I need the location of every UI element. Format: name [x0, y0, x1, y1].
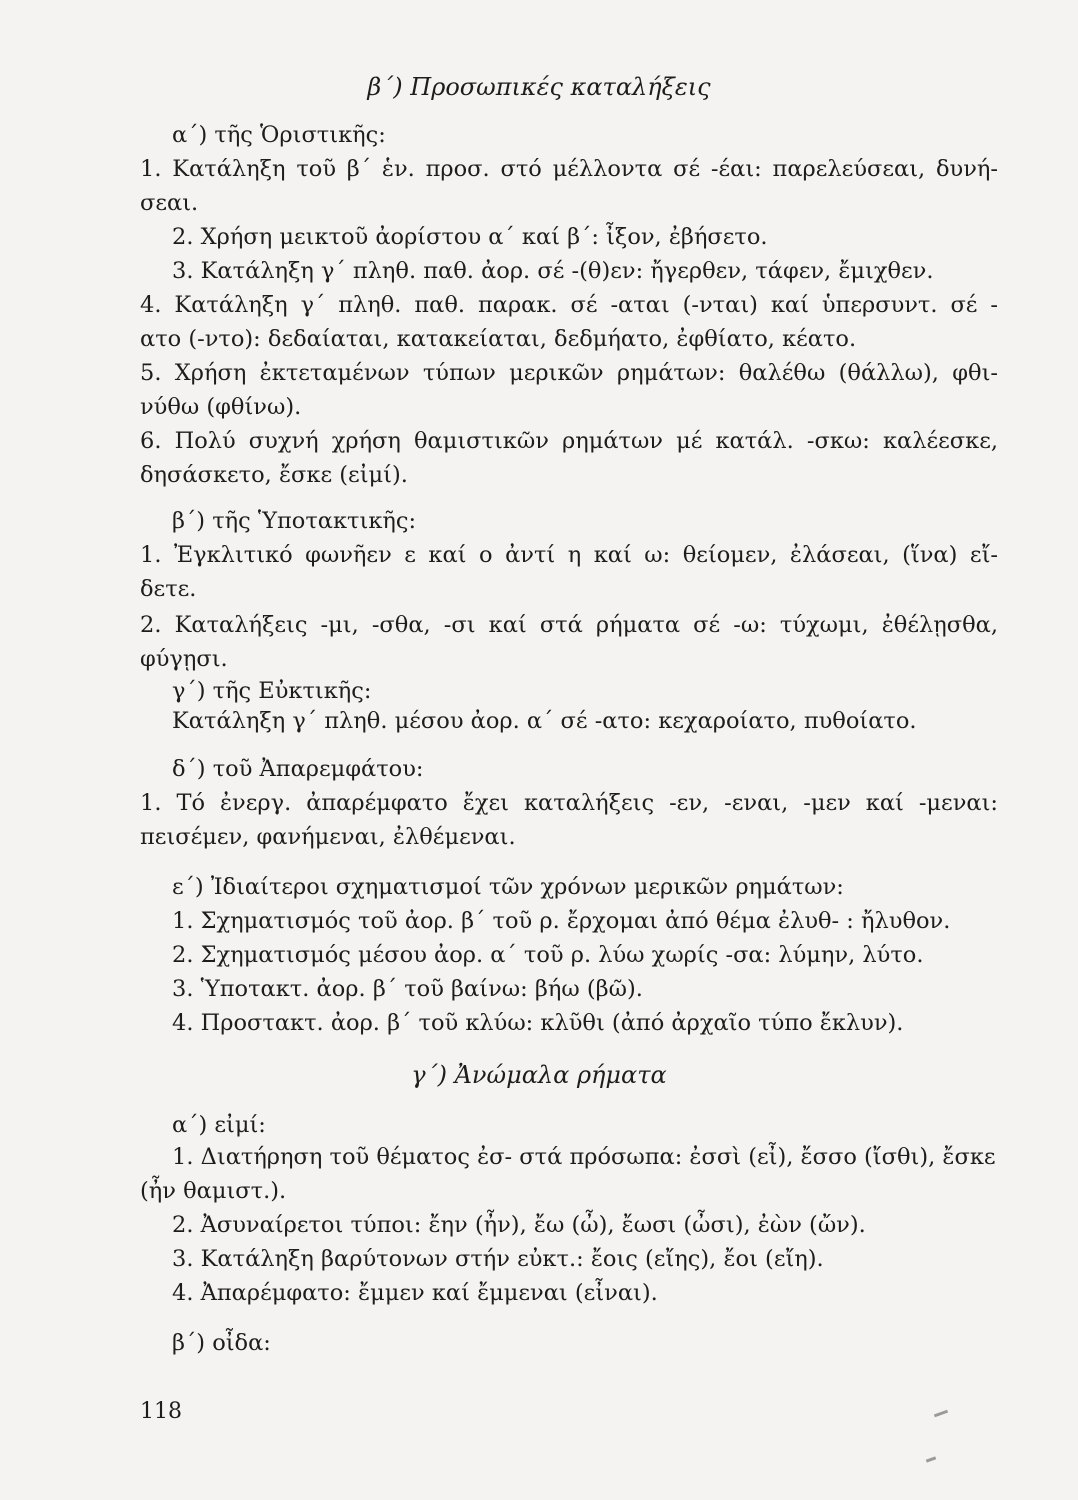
text-line: φύγῃσι.: [140, 646, 228, 672]
text-line: 2. Καταλήξεις -μι, -σθα, -σι καί στά ρήματα σέ -ω: τύχωμι, ἐθέλῃσθα,: [140, 612, 998, 638]
text-line: 1. Διατήρηση τοῦ θέματος ἐσ- στά πρόσωπα: ἐσσὶ (εἶ), ἔσσο (ἴσθι), ἔσκε: [172, 1144, 996, 1170]
subheading-oida: β΄) οἶδα:: [172, 1330, 271, 1356]
scan-speck: [934, 1410, 948, 1418]
section-title: β΄) Προσωπικές καταλήξεις: [367, 73, 711, 101]
page-number: 118: [140, 1399, 182, 1424]
text-line: πεισέμεν, φανήμεναι, ἐλθέμεναι.: [140, 824, 516, 850]
text-line: δετε.: [140, 576, 197, 602]
text-line: νύθω (φθίνω).: [140, 394, 302, 420]
text-line: 4. Κατάληξη γ΄ πληθ. παθ. παρακ. σέ -αται (-νται) καί ὑπερσυντ. σέ -: [140, 292, 998, 318]
subheading-infinitive: δ΄) τοῦ Ἀπαρεμφάτου:: [172, 756, 424, 782]
subheading-tense-formations: ε΄) Ἰδιαίτεροι σχηματισμοί τῶν χρόνων μερικῶν ρημάτων:: [172, 874, 844, 900]
text-line: 2. Σχηματισμός μέσου ἀορ. α΄ τοῦ ρ. λύω χωρίς -σα: λύμην, λύτο.: [172, 942, 924, 968]
text-line: 1. Σχηματισμός τοῦ ἀορ. β΄ τοῦ ρ. ἔρχομαι ἀπό θέμα ἐλυθ- : ἤλυθον.: [172, 908, 951, 934]
text-line: 3. Ὑποτακτ. ἀορ. β΄ τοῦ βαίνω: βήω (βῶ).: [172, 976, 643, 1002]
text-line: 1. Τό ἐνεργ. ἀπαρέμφατο ἔχει καταλήξεις -εν, -εναι, -μεν καί -μεναι:: [140, 790, 998, 816]
text-line: 2. Ἀσυναίρετοι τύποι: ἔην (ἦν), ἔω (ὦ), ἔωσι (ὦσι), ἐὼν (ὤν).: [172, 1212, 866, 1238]
subheading-optative: γ΄) τῆς Εὐκτικῆς:: [172, 678, 372, 704]
subheading-indicative: α΄) τῆς Ὁριστικῆς:: [172, 122, 386, 148]
text-line: 4. Προστακτ. ἀορ. β΄ τοῦ κλύω: κλῦθι (ἀπό ἀρχαῖο τύπο ἔκλυν).: [172, 1010, 904, 1036]
text-line: (ἦν θαμιστ.).: [140, 1178, 287, 1204]
text-line: 4. Ἀπαρέμφατο: ἔμμεν καί ἔμμεναι (εἶναι).: [172, 1280, 658, 1306]
text-line: 2. Χρήση μεικτοῦ ἀορίστου α΄ καί β΄: ἶξον, ἐβήσετο.: [172, 224, 768, 250]
text-line: 3. Κατάληξη βαρύτονων στήν εὐκτ.: ἔοις (εἴης), ἔοι (εἴη).: [172, 1246, 824, 1272]
text-line: σεαι.: [140, 190, 199, 216]
text-line: 5. Χρήση ἐκτεταμένων τύπων μερικῶν ρημάτων: θαλέθω (θάλλω), φθι-: [140, 360, 998, 386]
text-line: Κατάληξη γ΄ πληθ. μέσου ἀορ. α΄ σέ -ατο: κεχαροίατο, πυθοίατο.: [172, 708, 917, 734]
text-line: ατο (-ντο): δεδαίαται, κατακείαται, δεδμήατο, ἐφθίατο, κέατο.: [140, 326, 857, 352]
text-line: 1. Κατάληξη τοῦ β΄ ἑν. προσ. στό μέλλοντα σέ -έαι: παρελεύσεαι, δυνή-: [140, 156, 998, 182]
text-line: 3. Κατάληξη γ΄ πληθ. παθ. ἀορ. σέ -(θ)εν: ἤγερθεν, τάφεν, ἔμιχθεν.: [172, 258, 934, 284]
subheading-subjunctive: β΄) τῆς Ὑποτακτικῆς:: [172, 508, 417, 534]
subheading-eimi: α΄) εἰμί:: [172, 1112, 266, 1138]
subsection-title: γ΄) Ἀνώμαλα ρήματα: [411, 1061, 667, 1089]
text-line: 1. Ἐγκλιτικό φωνῆεν ε καί ο ἀντί η καί ω: θείομεν, ἐλάσεαι, (ἵνα) εἴ-: [140, 542, 998, 568]
text-line: 6. Πολύ συχνή χρήση θαμιστικῶν ρημάτων μέ κατάλ. -σκω: καλέεσκε,: [140, 428, 998, 454]
text-line: δησάσκετο, ἔσκε (εἰμί).: [140, 462, 408, 488]
scan-speck: [926, 1456, 936, 1462]
